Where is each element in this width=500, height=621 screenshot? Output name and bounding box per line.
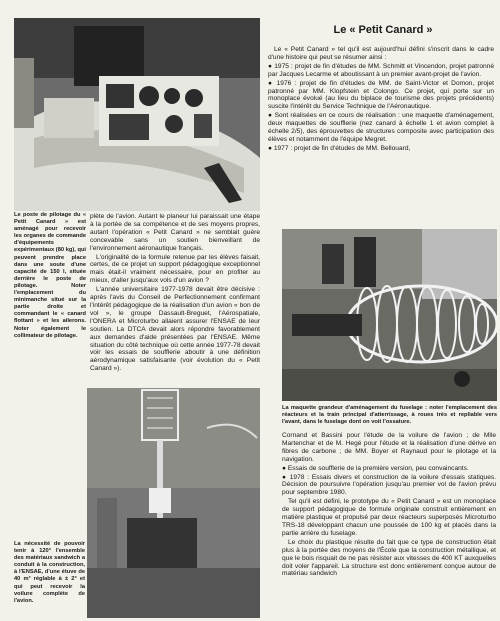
fuselage-photo	[282, 229, 497, 401]
right-paragraph-1: Cornand et Bassini pour l'étude de la voilure de l'avion ; de Mlle Martenchar et de M. Hegé pour l'étude et la réalisation d'une dérive en fibres de carbone ; de MM. Boyer et Raynaud pour le pilotage et la navigation.	[282, 432, 496, 463]
tunnel-photo	[87, 388, 260, 618]
intro-item-2: ● 1976 : projet de fin d'études de MM. de Saint-Victor et Domon, projet patronné par MM. Klopfstein et Colongo. Ce projet, qui porte sur un monoplace évolué (au lieu du biplace de tourisme des projets précédents) suscite l'intérêt du Service Technique de l'Aéronautique.	[268, 79, 494, 111]
intro-item-3: ● Sont réalisées en ce cours de réalisation : une maquette d'aménagement, deux maquettes de soufflerie (nez canard à échelle 1 et avion complet à échelle 2/5), des éprouvettes de structures composite avec participation des élèves et notamment de l'équipe Megret.	[268, 112, 494, 143]
fuselage-caption: La maquette grandeur d'aménagement du fuselage : noter l'emplacement des réacteurs et la train principal d'atterrissage, à roues très et repliable vers l'avant, dans le fuselage dont on voit l'ossature.	[282, 405, 497, 426]
right-column	[282, 432, 496, 620]
intro-lead: Le « Petit Canard » tel qu'il est aujourd'hui défini s'inscrit dans le cadre d'une histoire qui peut se résumer ainsi :	[268, 46, 494, 61]
intro-item-1: ● 1975 : projet de fin d'études de MM. Schmitt et Vincendon, projet patronné par Jacques Lecarme et aboutissant à un premier avant-projet de l'avion.	[268, 62, 494, 78]
middle-paragraph-3: L'année universitaire 1977-1978 devait être décisive : après l'avis du Conseil de Perfectionnement confirmant l'intérêt pédagogique de la réalisation d'un avion « bon de vol », le groupe Dassault-Breguet, l'Aérospatiale, l'ONERA et Microturbo allaient assurer l'ENSAE de leur soutien. La DTCA devait alors répondre favorablement aux demandes d'aide présentées par l'ENSAE. Même situation du côté technique où cette année 1977-78 devait voir les essais de soufflerie aboutir à une définition aérodynamique satisfaisante (voir évolution du « Petit Canard »).	[90, 286, 260, 373]
middle-paragraph-1: plète de l'avion. Autant le planeur lui paraissait une étape à la portée de sa compétence et de ses moyens propres, autant l'opération « Petit Canard » ne semblait guère concevable sans un soutien bienveillant de l'environnement aéronautique français.	[90, 213, 260, 252]
article-title: Le « Petit Canard »	[333, 24, 433, 36]
right-paragraph-4: Tel qu'il est défini, le prototype du « Petit Canard » est un monoplace de support pédagogique de formule originale construit entièrement en matière plastique et propulsé par deux réacteurs superposés Microturbo TRS-18 développant chacun une poussée de 100 kg et placés dans la partie arrière du fuselage.	[282, 498, 496, 537]
intro-column	[268, 46, 494, 224]
cockpit-caption: Le poste de pilotage du « Petit Canard » est aménagé pour recevoir les organes de commande d'équipements expérimentaux (80 kg), qui peuvent prendre place dans une soute d'une capacité de 150 l, située derrière le poste de pilotage. Noter l'emplacement du minimanche situé sur la partie droite et commandant le « canard flottant » et les ailerons. Noter également le collimateur de pilotage.	[14, 212, 86, 339]
right-paragraph-5: Le choix du plastique résulte du fait que ce type de construction était plus à la portée des moyens de l'École que la construction métallique, et que le bois risquait de ne pas résister aux vitesses de 400 KT auxquelles doit voler l'appareil. La structure est donc entièrement conçue autour de matériau sandwich	[282, 538, 496, 578]
intro-item-4: ● 1977 : projet de fin d'études de MM. Bellouard,	[268, 144, 411, 152]
middle-paragraph-2: L'originalité de la formule retenue par les élèves faisait, certes, de ce projet un support pédagogique exceptionnel mais était-il vraiment nécessaire, pour en profiter au mieux, d'aller jusqu'aux vols d'un avion ?	[90, 253, 260, 285]
middle-column	[90, 213, 260, 413]
right-paragraph-2: ● Essais de soufflerie de la première version, peu convaincants.	[282, 464, 469, 472]
tunnel-caption: La nécessité de pouvoir tenir à 120° l'ensemble des matériaux sandwich a conduit à la construction, à l'ENSAE, d'une étuve de 40 m³ réglable à ± 2° et qui peut recevoir la voilure complète de l'avion.	[14, 541, 85, 604]
cockpit-photo	[14, 18, 260, 211]
right-paragraph-3: ● 1978 : Essais divers et construction de la voilure d'essais statiques. Décision de poursuivre l'opération jusqu'au premier vol de l'avion prévu pour septembre 1980.	[282, 473, 496, 497]
